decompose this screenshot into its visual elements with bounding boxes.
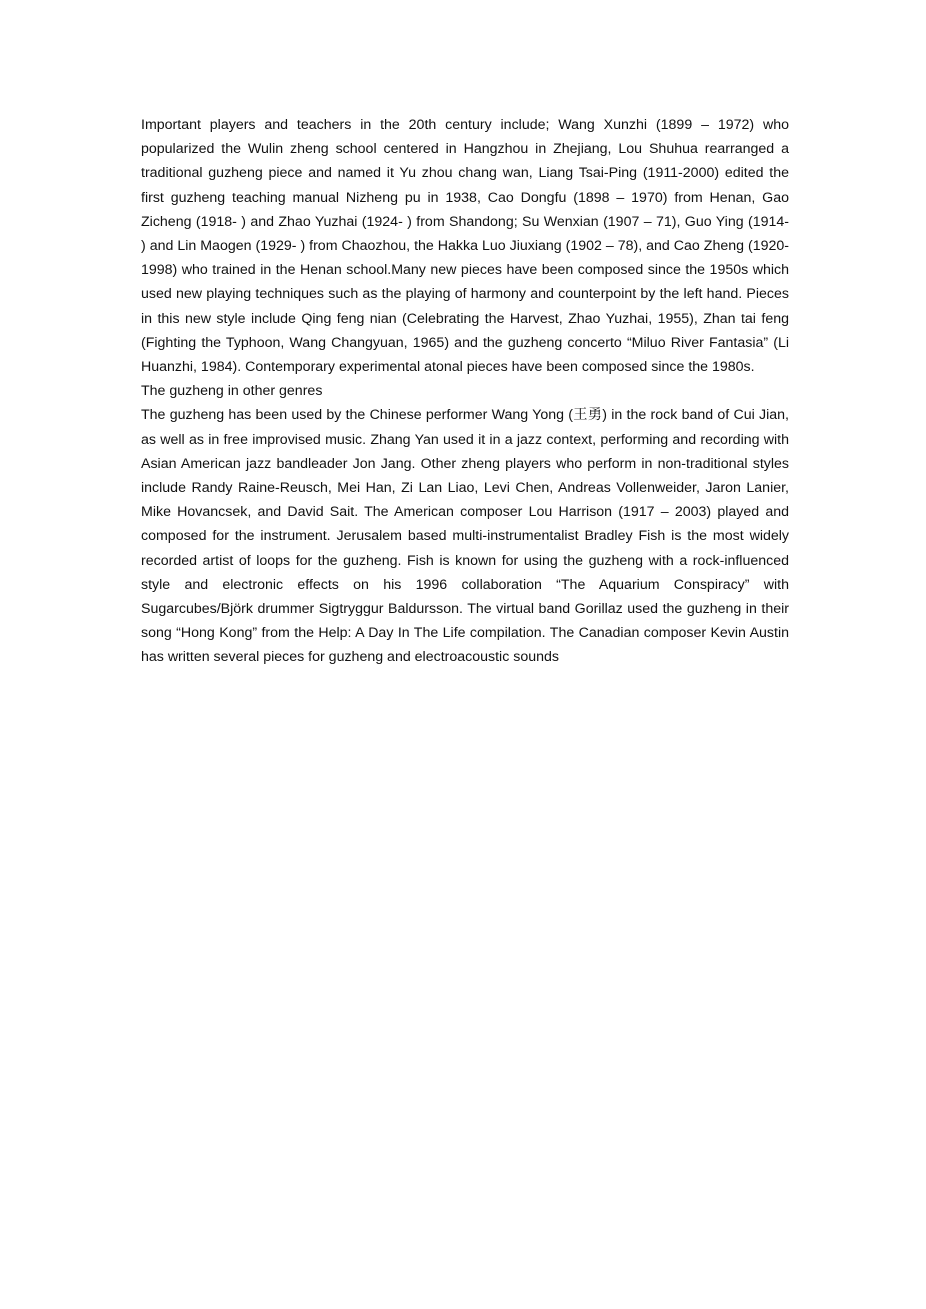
section-heading-other-genres: The guzheng in other genres xyxy=(141,383,323,400)
paragraph-other-genres: The guzheng has been used by the Chinese performer Wang Yong (王勇) in the rock band of Cui Jian, as well as in free improvised music. Zhang Yan used it in a jazz context, performing and recording with Asian American jazz bandleader Jon Jang. Other zheng players who perform in non-traditional styles include Randy Raine-Reusch, Mei Han, Zi Lan Liao, Levi Chen, Andreas Vollenweider, Jaron Lanier, Mike Hovancsek, and David Sait. The American composer Lou Harrison (1917 – 2003) played and composed for the instrument. Jerusalem based multi-instrumentalist Bradley Fish is the most widely recorded artist of loops for the guzheng. Fish is known for using the guzheng with a rock-influenced style and electronic effects on his 1996 collaboration “The Aquarium Conspiracy” with Sugarcubes/Björk drummer Sigtryggur Baldursson. The virtual band Gorillaz used the guzheng in their song “Hong Kong” from the Help: A Day In The Life compilation. The Canadian composer Kevin Austin has written several pieces for guzheng and electroacoustic sounds xyxy=(141,407,789,666)
document-body xyxy=(141,113,789,670)
paragraph-20th-century-players: Important players and teachers in the 20th century include; Wang Xunzhi (1899 – 1972) who popularized the Wulin zheng school centered in Hangzhou in Zhejiang, Lou Shuhua rearranged a traditional guzheng piece and named it Yu zhou chang wan, Liang Tsai-Ping (1911-2000) edited the first guzheng teaching manual Nizheng pu in 1938, Cao Dongfu (1898 – 1970) from Henan, Gao Zicheng (1918- ) and Zhao Yuzhai (1924- ) from Shandong; Su Wenxian (1907 – 71), Guo Ying (1914- ) and Lin Maogen (1929- ) from Chaozhou, the Hakka Luo Jiuxiang (1902 – 78), and Cao Zheng (1920-1998) who trained in the Henan school.Many new pieces have been composed since the 1950s which used new playing techniques such as the playing of harmony and counterpoint by the left hand. Pieces in this new style include Qing feng nian (Celebrating the Harvest, Zhao Yuzhai, 1955), Zhan tai feng (Fighting the Typhoon, Wang Changyuan, 1965) and the guzheng concerto “Miluo River Fantasia” (Li Huanzhi, 1984). Contemporary experimental atonal pieces have been composed since the 1980s. xyxy=(141,117,789,376)
